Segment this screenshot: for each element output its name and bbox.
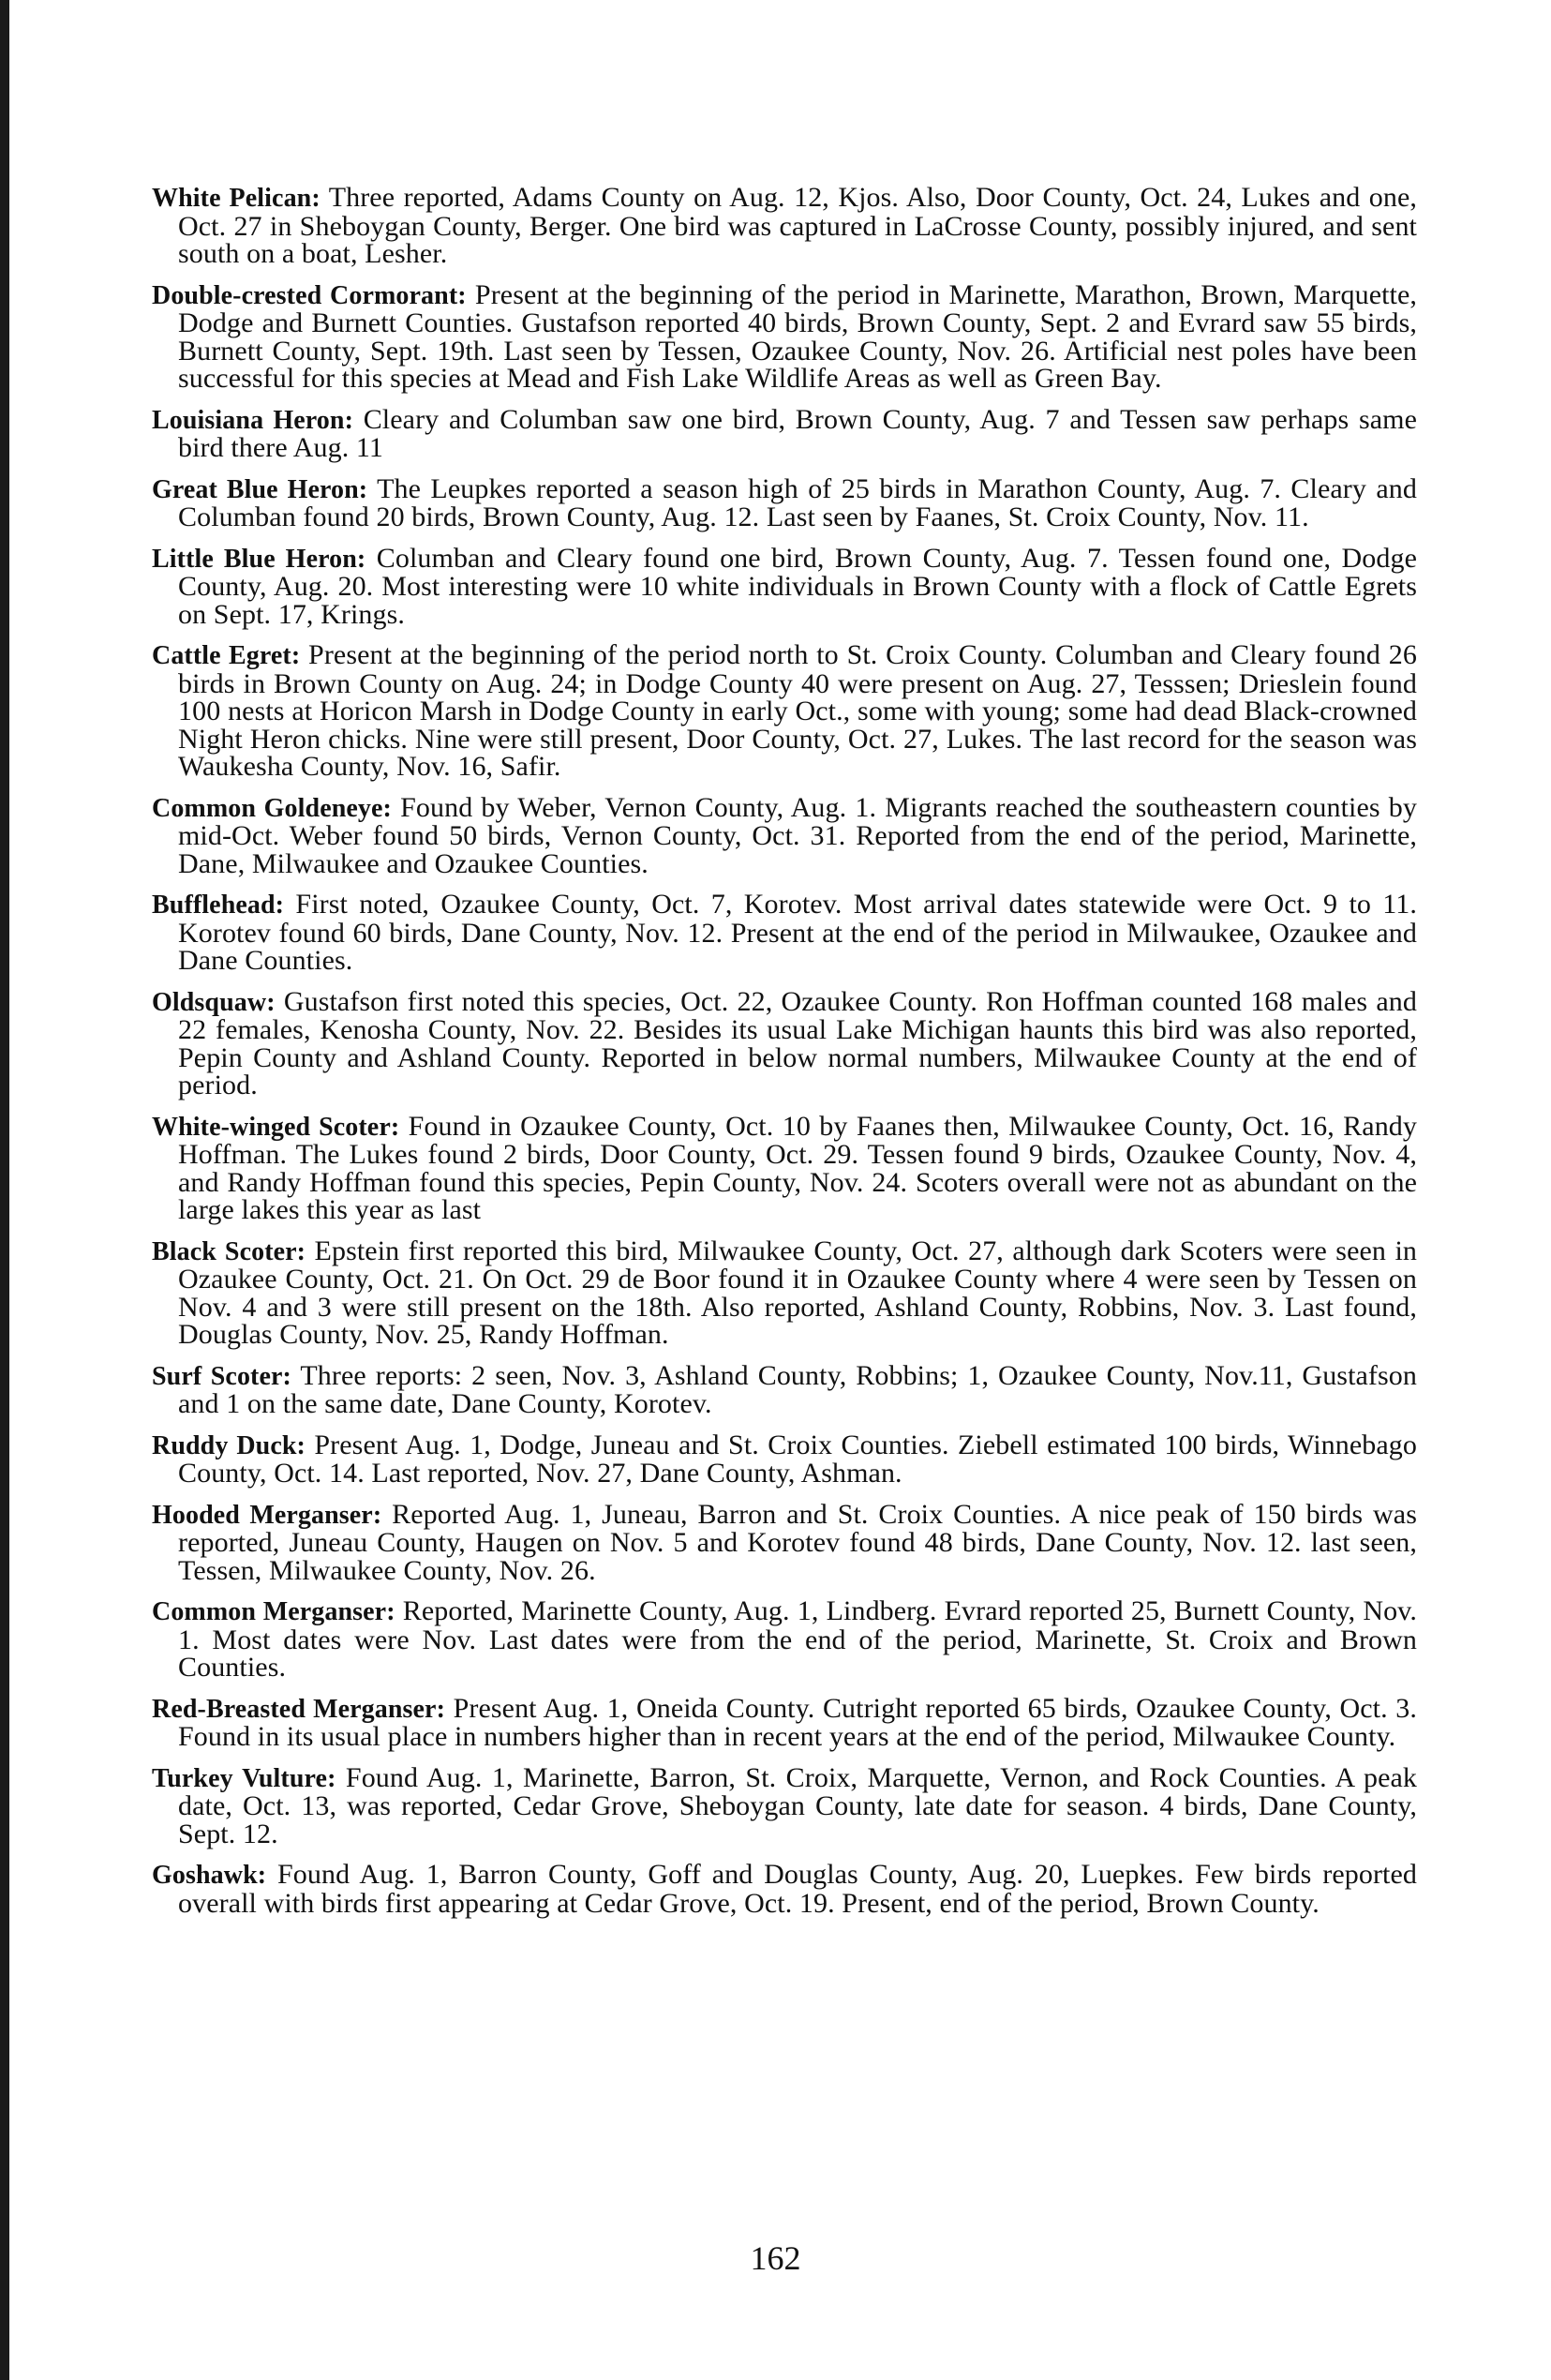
species-name: Ruddy Duck: (152, 1430, 306, 1460)
species-account: Gustafson first noted this species, Oct. 22, Ozaukee County. Ron Hoffman counted 168 males and 22 females, Kenosha County, Nov. 22. Besides its usual Lake Michigan haunts this bird was also reported, Pepin County and Ashland County. Reported in below normal numbers, Milwaukee County at the end of period. (178, 985, 1417, 1100)
species-account: Found by Weber, Vernon County, Aug. 1. Migrants reached the southeastern counties by mid-Oct. Weber found 50 birds, Vernon County, Oct. 31. Reported from the end of the period, Marinette, Dane, Milwaukee and Ozaukee Counties. (178, 791, 1417, 879)
entry-turkey-vulture (152, 1761, 1417, 1849)
species-account: The Leupkes reported a season high of 25 birds in Marathon County, Aug. 7. Cleary and Columban found 20 birds, Brown County, Aug. 12. Last seen by Faanes, St. Croix County, Nov. 11. (178, 472, 1417, 532)
entry-surf-scoter (152, 1359, 1417, 1419)
species-name: Bufflehead: (152, 891, 285, 920)
entry-black-scoter (152, 1237, 1417, 1349)
species-account: Columban and Cleary found one bird, Brown County, Aug. 7. Tessen found one, Dodge County, Aug. 20. Most interesting were 10 white individuals in Brown County with a flock of Cattle Egrets on Sept. 17, Krings. (178, 542, 1417, 630)
species-account: Present at the beginning of the period north to St. Croix County. Columban and Cleary found 26 birds in Brown County on Aug. 24; in Dodge County 40 were present on Aug. 27, Tesssen; Drieslein found 100 nests at Horicon Marsh in Dodge County in early Oct., some with young; some had dead Black-crowned Night Heron chicks. Nine were still present, Door County, Oct. 27, Lukes. The last record for the season was Waukesha County, Nov. 16, Safir. (178, 639, 1417, 782)
species-name: Turkey Vulture: (152, 1763, 336, 1793)
page-number: 162 (750, 2239, 801, 2277)
species-name: Common Merganser: (152, 1597, 395, 1626)
species-name: Little Blue Heron: (152, 544, 366, 574)
entry-goshawk (152, 1861, 1417, 1917)
species-account: Three reported, Adams County on Aug. 12, Kjos. Also, Door County, Oct. 24, Lukes and one, Oct. 27 in Sheboygan County, Berger. One bird was captured in LaCrosse County, possibly injured, and sent south on a boat, Lesher. (178, 182, 1417, 269)
entry-bufflehead (152, 891, 1417, 975)
species-account: Reported, Marinette County, Aug. 1, Lindberg. Evrard reported 25, Burnett County, Nov. 1. Most dates were Nov. Last dates were from the end of the period, Marinette, St. Croix and Brown Counties. (178, 1595, 1417, 1683)
species-name: White Pelican: (152, 184, 321, 213)
species-name: Cattle Egret: (152, 641, 301, 670)
entry-white-winged-scoter (152, 1110, 1417, 1225)
species-account: Reported Aug. 1, Juneau, Barron and St. Croix Counties. A nice peak of 150 birds was reported, Juneau County, Haugen on Nov. 5 and Korotev found 48 birds, Dane County, Nov. 12. last seen, Tessen, Milwaukee County, Nov. 26. (178, 1498, 1417, 1586)
species-name: Red-Breasted Merganser: (152, 1694, 446, 1724)
species-account: Present at the beginning of the period in Marinette, Marathon, Brown, Marquette, Dodge and Burnett Counties. Gustafson reported 40 birds, Brown County, Sept. 2 and Evrard saw 55 birds, Burnett County, Sept. 19th. Last seen by Tessen, Ozaukee County, Nov. 26. Artificial nest poles have been successful for this species at Mead and Fish Lake Wildlife Areas as well as Green Bay. (178, 278, 1417, 394)
entry-common-merganser (152, 1597, 1417, 1682)
entry-double-crested-cormorant (152, 278, 1417, 394)
species-name: Common Goldeneye: (152, 793, 392, 823)
species-account: Found in Ozaukee County, Oct. 10 by Faanes then, Milwaukee County, Oct. 16, Randy Hoffman. The Lukes found 2 birds, Door County, Oct. 29. Tessen found 9 birds, Ozaukee County, Nov. 4, and Randy Hoffman found this species, Pepin County, Nov. 24. Scoters overall were not as abundant on the large lakes this year as last (178, 1110, 1417, 1225)
species-name: Louisiana Heron: (152, 405, 353, 435)
entry-red-breasted-merganser (152, 1692, 1417, 1752)
entry-hooded-merganser (152, 1498, 1417, 1586)
entry-oldsquaw (152, 985, 1417, 1100)
species-name: Surf Scoter: (152, 1361, 291, 1391)
species-account: Cleary and Columban saw one bird, Brown County, Aug. 7 and Tessen saw perhaps same bird there Aug. 11 (178, 403, 1417, 463)
species-account: Epstein first reported this bird, Milwaukee County, Oct. 27, although dark Scoters were seen in Ozaukee County, Oct. 21. On Oct. 29 de Boor found it in Ozaukee County where 4 were seen by Tessen on Nov. 4 and 3 were still present on the 18th. Also reported, Ashland County, Robbins, Nov. 3. Last found, Douglas County, Nov. 25, Randy Hoffman. (178, 1235, 1417, 1350)
entry-common-goldeneye (152, 791, 1417, 879)
species-name: White-winged Scoter: (152, 1112, 400, 1142)
species-account: Three reports: 2 seen, Nov. 3, Ashland County, Robbins; 1, Ozaukee County, Nov.11, Gustafson and 1 on the same date, Dane County, Korotev. (178, 1359, 1417, 1419)
entry-cattle-egret (152, 641, 1417, 781)
species-account: Present Aug. 1, Oneida County. Cutright reported 65 birds, Ozaukee County, Oct. 3. Found in its usual place in numbers higher than in recent years at the end of the period, Milwaukee County. (178, 1692, 1417, 1752)
species-accounts (152, 184, 1417, 1930)
species-account: First noted, Ozaukee County, Oct. 7, Korotev. Most arrival dates statewide were Oct. 9 to 11. Korotev found 60 birds, Dane County, Nov. 12. Present at the end of the period in Milwaukee, Ozaukee and Dane Counties. (178, 889, 1417, 976)
species-name: Black Scoter: (152, 1236, 306, 1266)
species-name: Great Blue Heron: (152, 474, 368, 504)
species-account: Present Aug. 1, Dodge, Juneau and St. Croix Counties. Ziebell estimated 100 birds, Winnebago County, Oct. 14. Last reported, Nov. 27, Dane County, Ashman. (178, 1429, 1417, 1489)
entry-great-blue-heron (152, 472, 1417, 532)
scan-edge (0, 0, 9, 2380)
species-account: Found Aug. 1, Marinette, Barron, St. Croix, Marquette, Vernon, and Rock Counties. A peak date, Oct. 13, was reported, Cedar Grove, Sheboygan County, late date for season. 4 birds, Dane County, Sept. 12. (178, 1761, 1417, 1849)
entry-white-pelican (152, 184, 1417, 268)
entry-louisiana-heron (152, 403, 1417, 463)
entry-ruddy-duck (152, 1431, 1417, 1488)
species-name: Oldsquaw: (152, 987, 276, 1017)
species-account: Found Aug. 1, Barron County, Goff and Douglas County, Aug. 20, Luepkes. Few birds reported overall with birds first appearing at Cedar Grove, Oct. 19. Present, end of the period, Brown County. (178, 1859, 1417, 1919)
species-name: Hooded Merganser: (152, 1500, 382, 1530)
entry-little-blue-heron (152, 542, 1417, 630)
species-name: Goshawk: (152, 1861, 267, 1890)
species-name: Double-crested Cormorant: (152, 280, 467, 310)
